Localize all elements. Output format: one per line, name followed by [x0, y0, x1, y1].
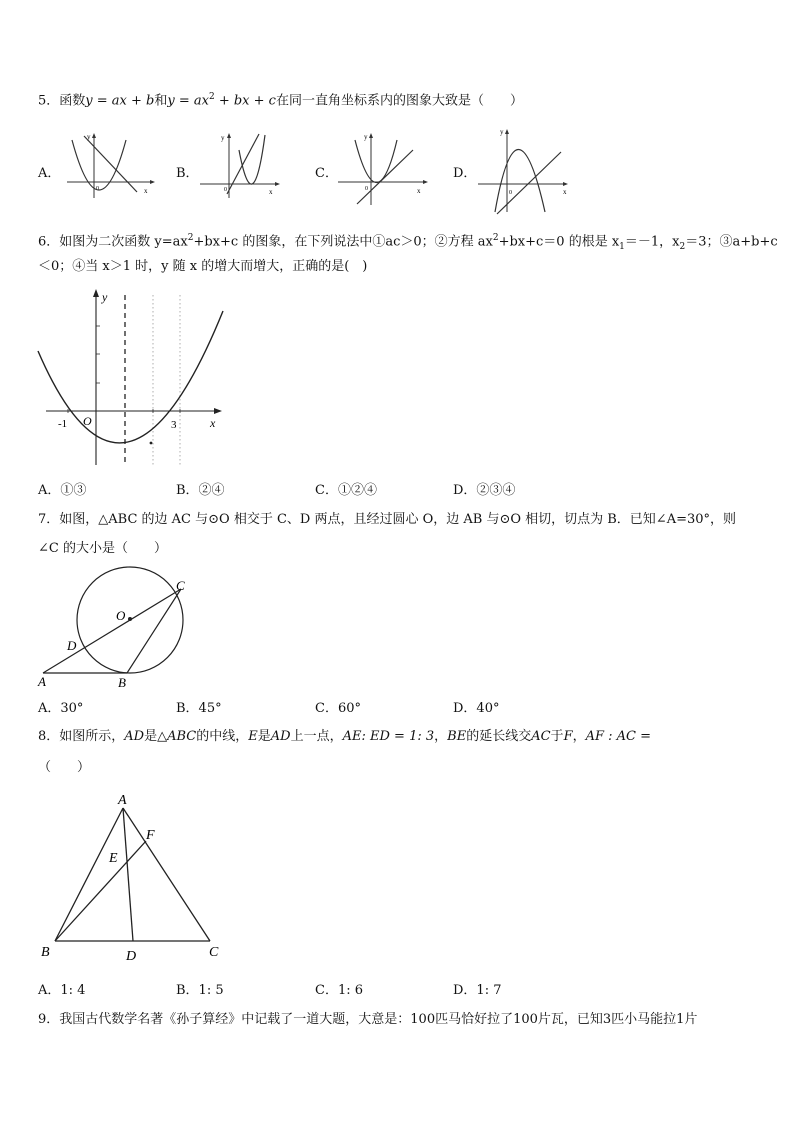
q5-option-d[interactable]: D．: [453, 166, 477, 181]
q6-text-3: +bx+c＝0 的根是 x: [498, 234, 620, 250]
q8-ask: AF : AC =: [585, 729, 652, 744]
q8-comma: ，: [434, 729, 448, 744]
q6-option-d[interactable]: D．②③④: [453, 483, 516, 498]
q8-text-1: 8．如图所示，: [38, 729, 125, 744]
q5-formula-quad: y = ax: [167, 93, 209, 109]
q8-on: 上一点，: [290, 729, 343, 744]
q5-graph-a: [62, 130, 157, 200]
q7-label-a: A: [38, 674, 46, 689]
q9-stem-line1: 9．我国古代数学名著《孙子算经》中记载了一道大题，大意是：100匹马恰好拉了100片瓦，已知3匹小马能拉1片: [38, 1012, 698, 1027]
q8-to: 于: [550, 729, 564, 744]
q8-is-2: 是: [257, 729, 271, 744]
q5-graph-d: [475, 122, 575, 222]
q8-label-a: A: [118, 793, 127, 808]
q6-sub-1: 1: [619, 241, 625, 252]
q5a-axis-y: y: [87, 133, 91, 141]
q8-e: E: [248, 729, 258, 744]
q6-text-5: ＝3；③a+b+c: [685, 234, 778, 250]
q8-option-d[interactable]: D．1: 7: [453, 983, 502, 998]
q8-ad-2: AD: [270, 729, 291, 744]
q5c-axis-x: x: [417, 187, 421, 195]
q6-label-y: y: [102, 290, 108, 304]
q6-parabola-figure: [38, 285, 228, 470]
q5b-axis-y: y: [221, 134, 225, 142]
q8-stem-line1: [38, 728, 651, 746]
q7-label-b: B: [118, 675, 126, 690]
q8-label-c: C: [209, 945, 219, 960]
q6-option-b[interactable]: B．②④: [176, 483, 225, 498]
q5-stem: [38, 88, 523, 110]
q6-label-neg1: -1: [58, 418, 68, 430]
q8-f: F: [563, 729, 573, 744]
q6-text-1: 6．如图为二次函数 y=ax: [38, 234, 188, 250]
q8-triangle-figure: [38, 790, 228, 970]
q8-be: BE: [447, 729, 467, 744]
q8-label-d: D: [126, 949, 137, 964]
q6-option-c[interactable]: C．①②④: [315, 483, 377, 498]
q5d-axis-y: y: [500, 128, 504, 136]
q5-graph-c: [335, 130, 430, 200]
q5b-axis-x: x: [269, 188, 273, 196]
q8-stem-line2: （ ）: [38, 760, 91, 775]
q8-is: 是: [144, 729, 158, 744]
q5c-axis-y: y: [364, 133, 368, 141]
q7-option-c[interactable]: C．60°: [315, 701, 361, 716]
q6-sub-2: 2: [679, 241, 686, 252]
q5-formula-tail: + bx + c: [214, 93, 276, 109]
q8-option-a[interactable]: A．1: 4: [38, 983, 86, 998]
q6-text-2: +bx+c 的图象，在下列说法中①ac＞0；②方程 ax: [193, 234, 493, 250]
q8-option-b[interactable]: B．1: 5: [176, 983, 224, 998]
q5-stem-suffix: 在同一直角坐标系内的图象大致是（ ）: [275, 93, 523, 109]
q8-ratio: AE: ED = 1: 3: [342, 729, 435, 744]
q8-option-c[interactable]: C．1: 6: [315, 983, 364, 998]
q8-ext: 的延长线交: [466, 729, 532, 744]
q5-formula-sup: 2: [208, 92, 215, 102]
q8-label-b: B: [41, 945, 50, 960]
q6-option-a[interactable]: A．①③: [38, 483, 87, 498]
q7-label-c: C: [176, 578, 185, 593]
q7-option-b[interactable]: B．45°: [176, 701, 222, 716]
q7-circle-figure: [35, 570, 195, 690]
q8-triangle: △ABC: [157, 729, 197, 744]
q5-option-b[interactable]: B．: [176, 166, 199, 181]
q8-comma-2: ，: [572, 729, 586, 744]
q5-graph-b: [197, 130, 292, 200]
q8-label-f: F: [146, 828, 155, 843]
q6-sup-2: 2: [492, 233, 499, 243]
q5a-origin: 0: [96, 186, 99, 192]
q5-stem-prefix: 5．函数: [38, 93, 86, 109]
q6-sup-1: 2: [187, 233, 194, 243]
q6-label-3: 3: [171, 419, 177, 431]
q7-label-d: D: [67, 638, 77, 653]
q7-label-o: O: [116, 608, 126, 623]
q6-stem-line2: ＜0；④当 x＞1 时，y 随 x 的增大而增大，正确的是( ): [38, 259, 368, 274]
q5-formula-linear: y = ax + b: [85, 93, 155, 109]
q5-option-c[interactable]: C．: [315, 166, 338, 181]
q6-label-o: O: [83, 414, 92, 428]
q6-text-4: ＝－1，x: [624, 234, 680, 250]
q5d-origin: 0: [509, 190, 512, 196]
q8-ad: AD: [124, 729, 145, 744]
q6-stem-line1: [38, 229, 778, 256]
q8-median: 的中线，: [196, 729, 249, 744]
q5a-axis-x: x: [144, 187, 148, 195]
q7-stem-line1: 7．如图，△ABC 的边 AC 与⊙O 相交于 C、D 两点，且经过圆心 O，边 AB 与⊙O 相切，切点为 B．已知∠A=30°，则: [38, 512, 737, 527]
q7-stem-line2: ∠C 的大小是（ ）: [38, 541, 167, 556]
q5-and: 和: [154, 93, 168, 109]
q7-option-d[interactable]: D．40°: [453, 701, 500, 716]
q5b-origin: 0: [224, 187, 227, 193]
q5-option-a[interactable]: A．: [38, 166, 61, 181]
q7-option-a[interactable]: A．30°: [38, 701, 84, 716]
q5c-origin: 0: [365, 186, 368, 192]
q8-ac: AC: [531, 729, 551, 744]
q8-label-e: E: [109, 851, 118, 866]
q6-label-x: x: [210, 416, 216, 430]
q5d-axis-x: x: [563, 188, 567, 196]
